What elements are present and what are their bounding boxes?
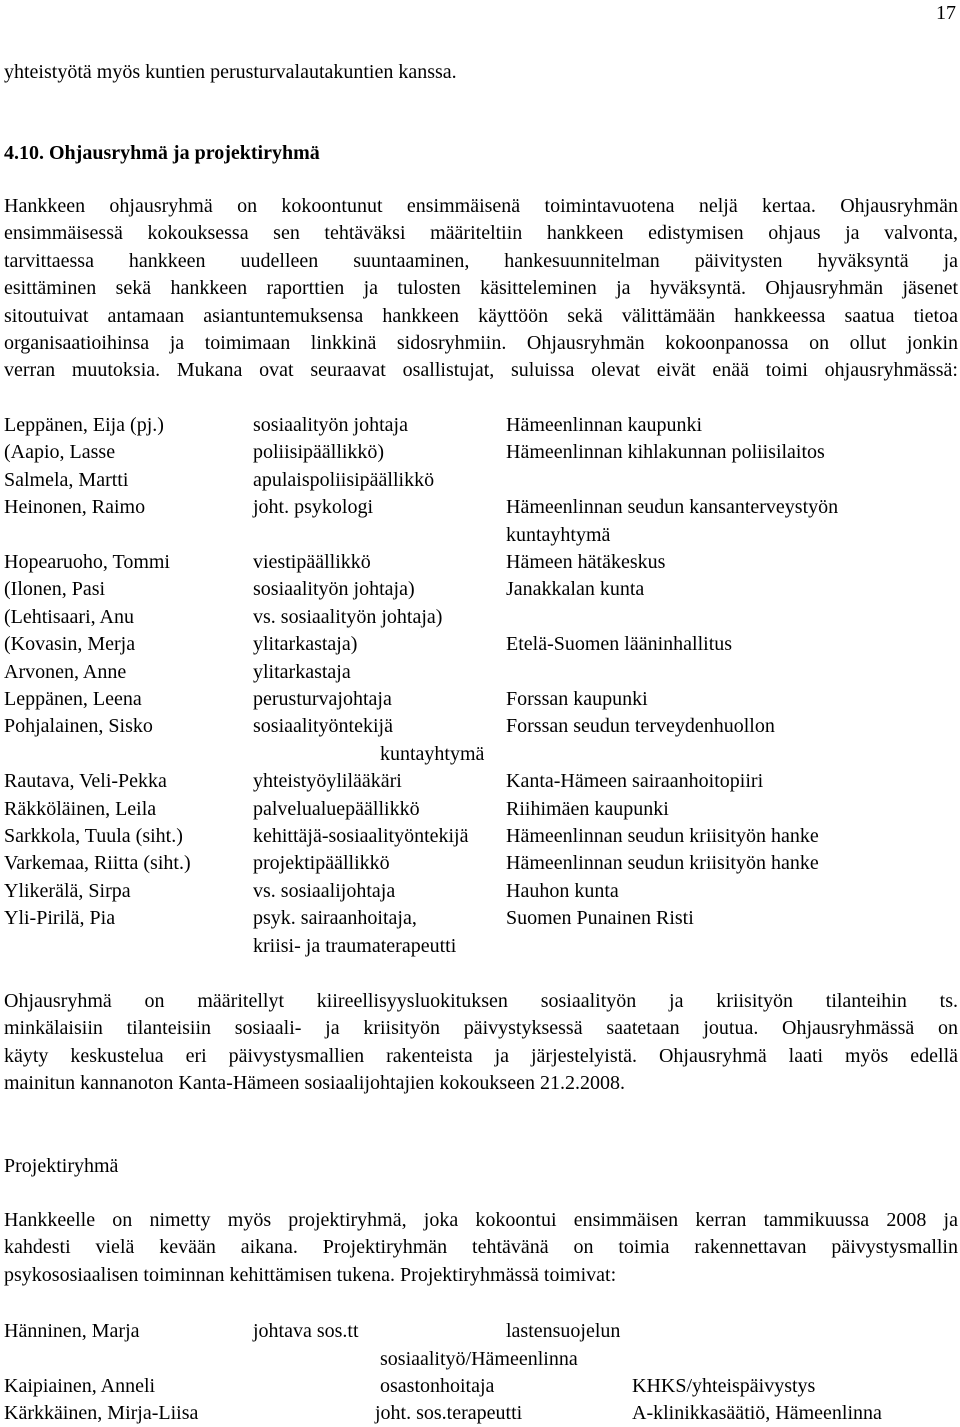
member-organization: Hauhon kunta: [506, 879, 619, 902]
paragraph-steering-group: [4, 193, 958, 385]
member-role: kriisi- ja traumaterapeutti: [253, 934, 457, 957]
member-role: poliisipäällikkö): [253, 441, 385, 464]
intro-line: yhteistyötä myös kuntien perusturvalautakuntien kanssa.: [4, 61, 457, 83]
paragraph-line: käyty keskustelua eri päivystysmallien rakenteista ja järjestelyistä. Ohjausryhmä laati myös edellä: [4, 1044, 958, 1067]
member-role: perusturvajohtaja: [253, 688, 392, 710]
member-name: Pohjalainen, Sisko: [4, 715, 153, 738]
paragraph-line: mainitun kannanoton Kanta-Hämeen sosiaalijohtajien kokoukseen 21.2.2008.: [4, 1072, 625, 1095]
member-role: kehittäjä-sosiaalityöntekijä: [253, 825, 469, 847]
member-role: sosiaalityöntekijä: [253, 715, 393, 738]
member-role: joht. sos.terapeutti: [375, 1402, 523, 1424]
member-organization: Hämeenlinnan kaupunki: [506, 414, 703, 436]
member-name: Heinonen, Raimo: [4, 496, 146, 519]
member-name: Rautava, Veli-Pekka: [4, 770, 167, 793]
paragraph-line: Hankkeen ohjausryhmä on kokoontunut ensimmäisenä toimintavuotena neljä kertaa. Ohjausryhmän: [4, 195, 958, 217]
paragraph-line: kahdesti vielä kevään aikana. Projektiryhmän tehtävänä on toimia rakennettavan päivystysmallin: [4, 1236, 958, 1259]
member-role: projektipäällikkö: [253, 852, 390, 875]
paragraph-line: verran muutoksia. Mukana ovat seuraavat osallistujat, suluissa olevat eivät enää toimi ohjausryhmässä:: [4, 359, 958, 382]
member-role: psyk. sairaanhoitaja,: [253, 907, 417, 930]
member-organization: sosiaalityö/Hämeenlinna: [380, 1348, 578, 1370]
member-name: Ylikerälä, Sirpa: [4, 879, 131, 902]
member-organization: Hämeenlinnan seudun kansanterveystyön: [506, 496, 839, 519]
member-role: yhteistyöylilääkäri: [253, 770, 402, 793]
member-name: Arvonen, Anne: [4, 660, 127, 683]
member-organization: Forssan kaupunki: [506, 688, 648, 710]
member-organization: Janakkalan kunta: [506, 578, 645, 601]
member-role: vs. sosiaalijohtaja: [253, 879, 396, 902]
member-organization: Forssan seudun terveydenhuollon: [506, 715, 775, 738]
member-role: vs. sosiaalityön johtaja): [253, 605, 443, 628]
member-organization: KHKS/yhteispäivystys: [632, 1375, 816, 1397]
paragraph-line: Hankkeelle on nimetty myös projektiryhmä, joka kokoontui ensimmäisen kerran tammikuussa 2008 ja: [4, 1209, 958, 1231]
member-name: (Ilonen, Pasi: [4, 578, 106, 601]
member-name: (Aapio, Lasse: [4, 441, 116, 464]
member-name: Leppänen, Eija (pj.): [4, 414, 164, 436]
member-name: (Lehtisaari, Anu: [4, 605, 134, 628]
member-role: johtava sos.tt: [253, 1320, 359, 1342]
member-organization: Hämeen hätäkeskus: [506, 551, 666, 573]
member-role: viestipäällikkö: [253, 551, 371, 573]
member-organization: Hämeenlinnan seudun kriisityön hanke: [506, 825, 819, 847]
member-role: joht. psykologi: [253, 496, 374, 519]
member-organization: Hämeenlinnan seudun kriisityön hanke: [506, 852, 819, 875]
member-name: Kärkkäinen, Mirja-Liisa: [4, 1402, 199, 1424]
paragraph-line: Ohjausryhmä on määritellyt kiireellisyysluokituksen sosiaalityön ja kriisityön tilanteihin ts.: [4, 990, 958, 1012]
member-organization: Kanta-Hämeen sairaanhoitopiiri: [506, 770, 764, 793]
member-organization: A-klinikkasäätiö, Hämeenlinna: [632, 1402, 882, 1424]
page-number: 17: [936, 2, 956, 24]
member-name: (Kovasin, Merja: [4, 633, 136, 656]
paragraph-line: psykososiaalisen toiminnan kehittämisen tukena. Projektiryhmässä toimivat:: [4, 1263, 617, 1286]
member-role: osastonhoitaja: [380, 1375, 495, 1397]
member-organization: lastensuojelun: [506, 1320, 621, 1342]
member-name: Hänninen, Marja: [4, 1320, 140, 1342]
member-name: Varkemaa, Riitta (siht.): [4, 852, 191, 875]
member-role: palvelualuepäällikkö: [253, 797, 420, 820]
member-organization: Hämeenlinnan kihlakunnan poliisilaitos: [506, 441, 825, 464]
member-organization: kuntayhtymä: [380, 742, 485, 765]
member-name: Leppänen, Leena: [4, 688, 142, 710]
paragraph-line: sitoutuivat antamaan asiantuntemuksensa hankkeen käyttöön sekä välittämään hankkeessa saatua tietoa: [4, 304, 958, 327]
member-organization: Suomen Punainen Risti: [506, 907, 694, 930]
member-role: apulaispoliisipäällikkö: [253, 468, 435, 491]
section-heading: 4.10. Ohjausryhmä ja projektiryhmä: [4, 142, 320, 164]
member-name: Salmela, Martti: [4, 468, 129, 491]
member-name: Hopearuoho, Tommi: [4, 551, 170, 573]
subheading-project-group: Projektiryhmä: [4, 1155, 119, 1177]
member-role: ylitarkastaja: [253, 660, 351, 683]
paragraph-line: esittäminen sekä hankkeen raporttien ja tulosten käsitteleminen ja hyväksyntä. Ohjausryhmän jäsenet: [4, 277, 958, 300]
paragraph-line: tarvittaessa hankkeen uudelleen suuntaaminen, hankesuunnitelman päivitysten hyväksyntä ja: [4, 249, 958, 272]
paragraph-urgency-classification: [4, 988, 958, 1098]
member-role: sosiaalityön johtaja: [253, 414, 408, 436]
member-name: Yli-Pirilä, Pia: [4, 907, 116, 930]
paragraph-project-group: [4, 1207, 958, 1289]
member-role: ylitarkastaja): [253, 633, 358, 656]
paragraph-line: organisaatioihinsa ja toimimaan linkkinä sidosryhmiin. Ohjausryhmän kokoonpanossa on ollut jonkin: [4, 331, 958, 354]
paragraph-line: ensimmäisessä kokouksessa sen tehtäväksi määriteltiin hankkeen edistymisen ohjaus ja valvonta,: [4, 222, 958, 245]
member-name: Kaipiainen, Anneli: [4, 1375, 156, 1397]
member-name: Sarkkola, Tuula (siht.): [4, 825, 183, 847]
member-name: Räkköläinen, Leila: [4, 797, 157, 820]
paragraph-line: minkälaisiin tilanteisiin sosiaali- ja kriisityön päivystyksessä saatetaan joutua. Ohjausryhmässä on: [4, 1017, 958, 1040]
member-organization: Riihimäen kaupunki: [506, 797, 669, 820]
member-organization: Etelä-Suomen lääninhallitus: [506, 633, 733, 656]
member-organization: kuntayhtymä: [506, 523, 611, 546]
member-role: sosiaalityön johtaja): [253, 578, 415, 601]
